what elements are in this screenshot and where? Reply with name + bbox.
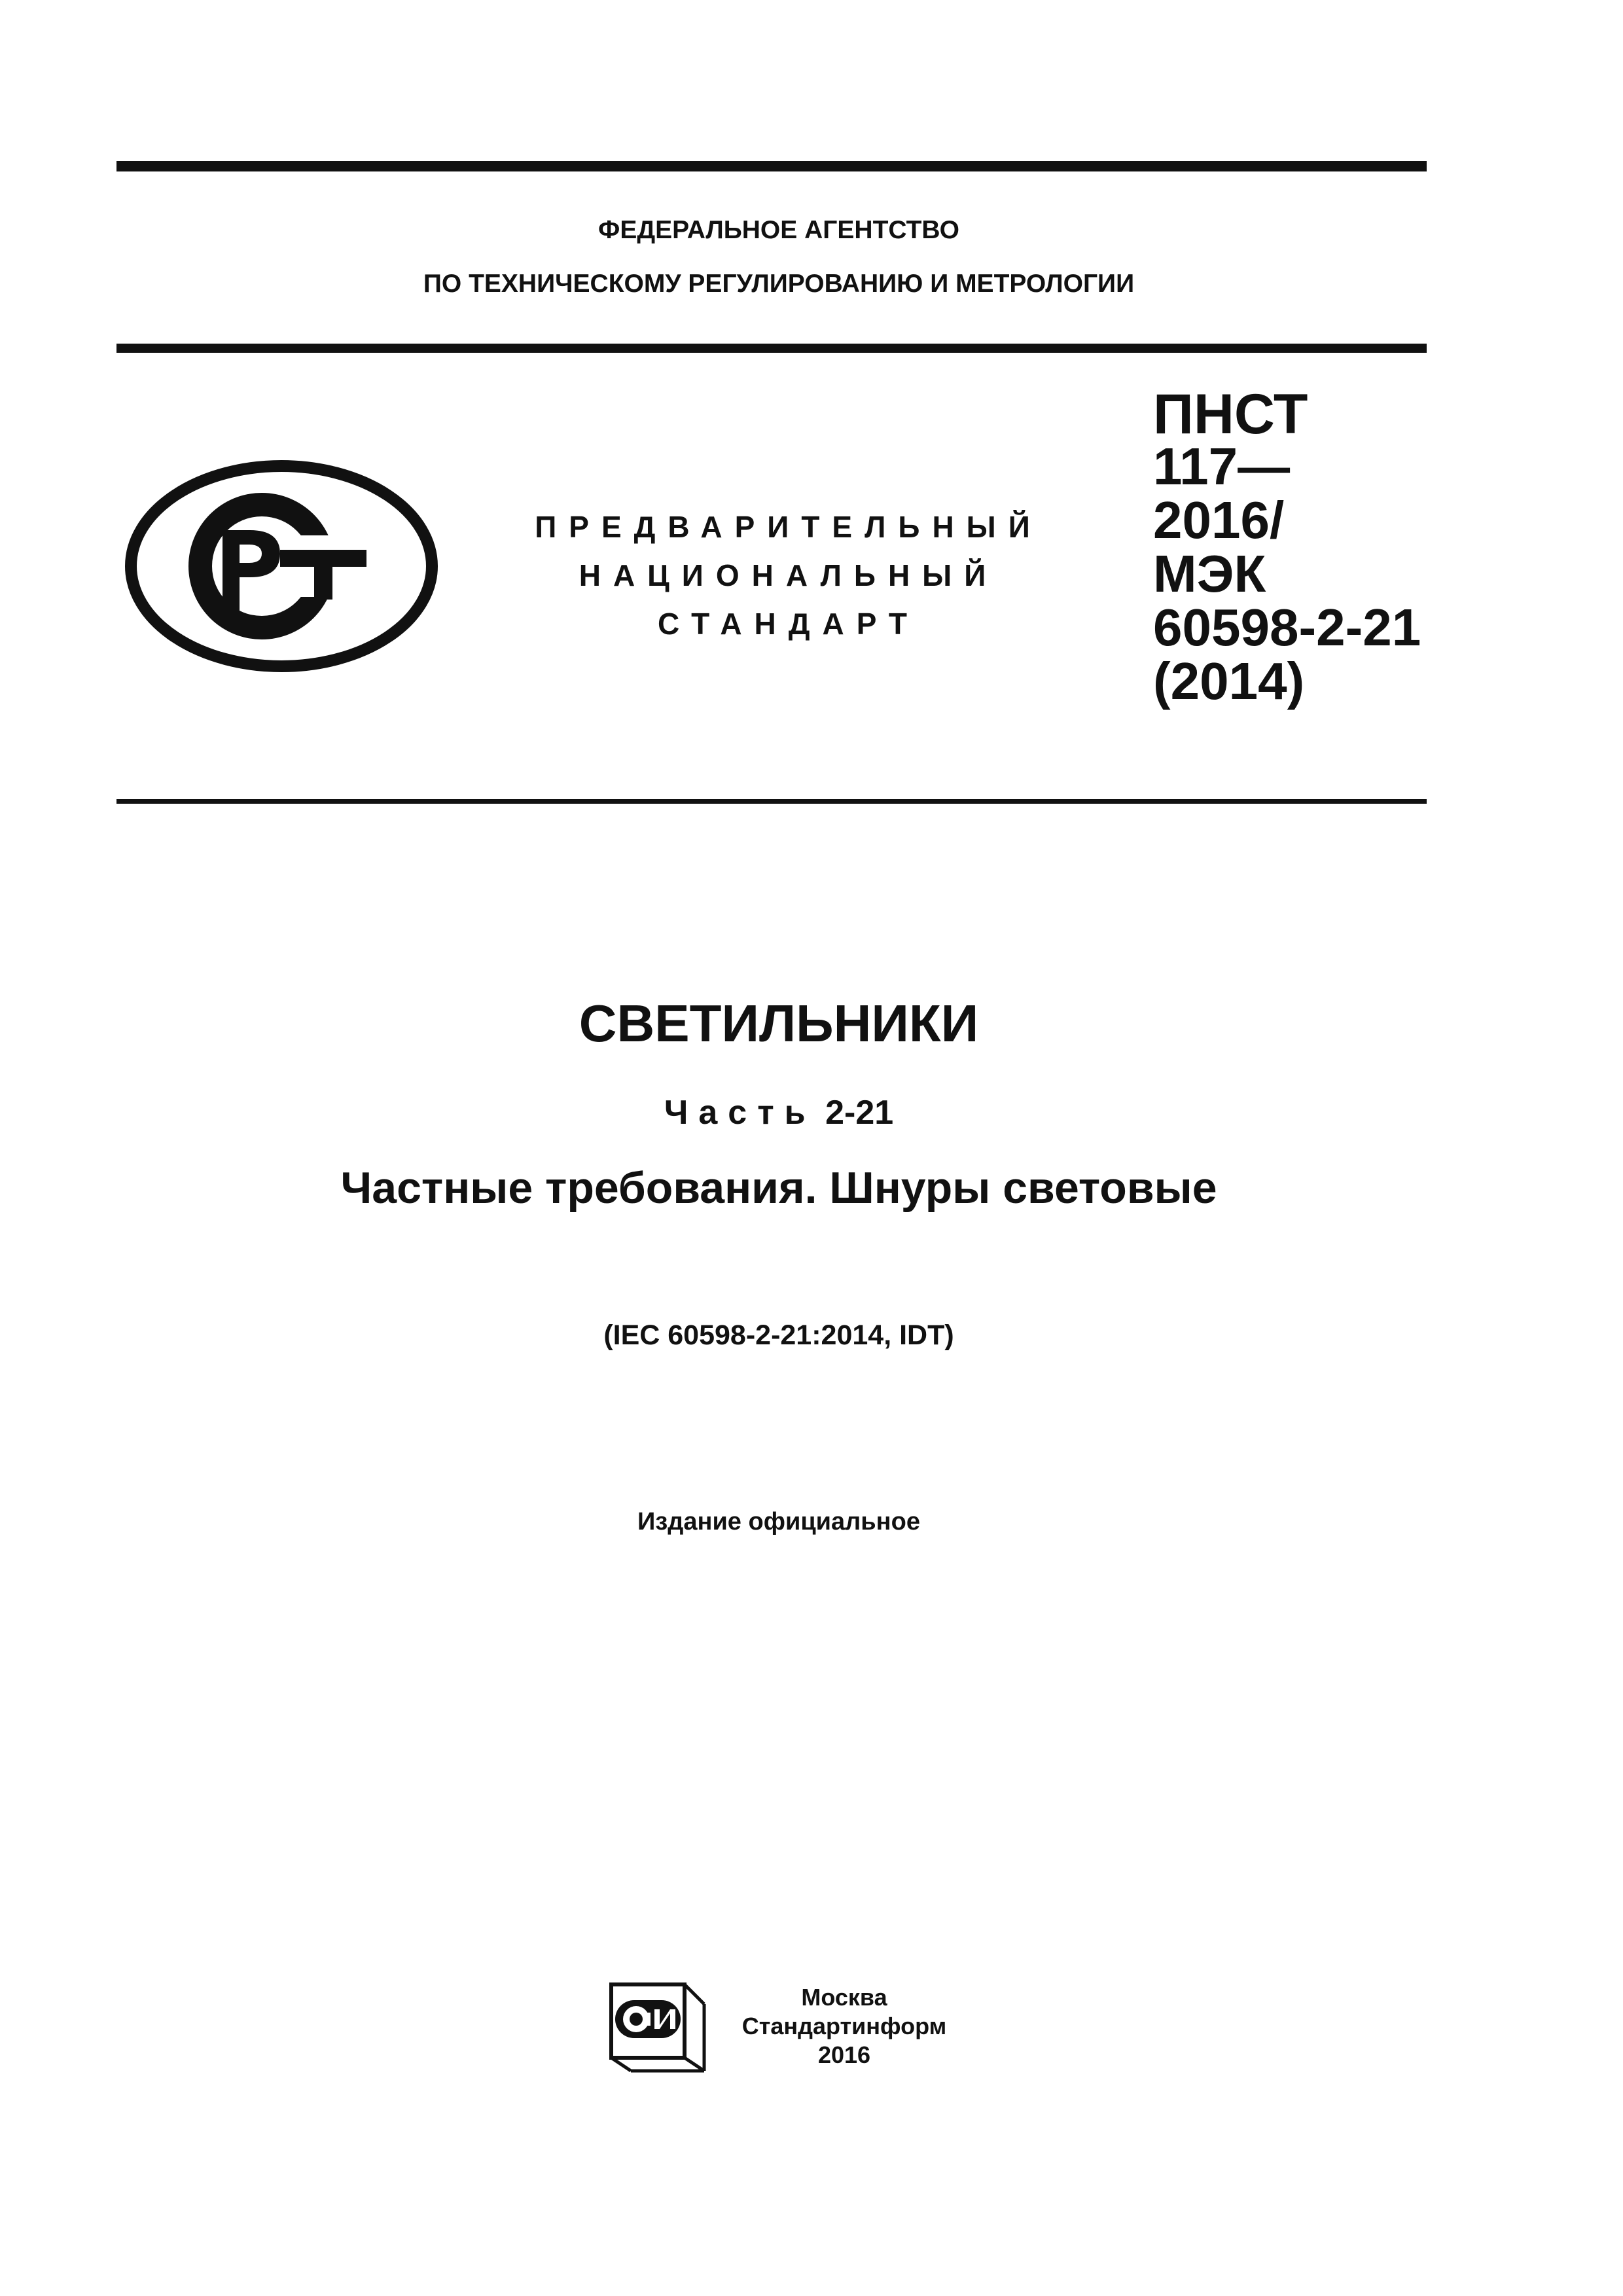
title-block-divider — [116, 799, 1427, 804]
designation-line: 60598-2-21 — [1153, 598, 1421, 656]
iec-reference: (IEC 60598-2-21:2014, IDT) — [603, 1319, 954, 1351]
part-word: Часть — [664, 1094, 816, 1132]
edition-note: Издание официальное — [637, 1508, 920, 1535]
imprint-year: 2016 — [817, 2041, 871, 2068]
designation-line: 2016/ — [1153, 491, 1285, 549]
standartinform-logo-icon — [609, 1982, 707, 2073]
standard-designation — [1153, 383, 1421, 710]
part-heading — [0, 1093, 1558, 1132]
document-title: СВЕТИЛЬНИКИ — [579, 994, 979, 1052]
standard-kind-line-1: ПРЕДВАРИТЕЛЬНЫЙ — [535, 510, 1043, 544]
document-subtitle: Частные требования. Шнуры световые — [340, 1163, 1217, 1213]
rst-emblem-icon — [124, 458, 438, 674]
header-divider — [116, 344, 1427, 353]
standard-kind-line-2: НАЦИОНАЛЬНЫЙ — [579, 558, 999, 592]
agency-name-line-1: ФЕДЕРАЛЬНОЕ АГЕНТСТВО — [598, 216, 959, 244]
designation-line: 117— — [1153, 437, 1291, 495]
standard-kind-line-3: СТАНДАРТ — [658, 607, 919, 641]
part-number: 2-21 — [825, 1094, 894, 1132]
top-divider — [116, 161, 1427, 171]
agency-name-line-2: ПО ТЕХНИЧЕСКОМУ РЕГУЛИРОВАНИЮ И МЕТРОЛОГИИ — [423, 270, 1135, 298]
imprint — [720, 1983, 969, 2070]
designation-line: МЭК — [1153, 545, 1266, 603]
designation-line: (2014) — [1153, 652, 1305, 710]
imprint-publisher: Стандартинформ — [741, 2012, 947, 2039]
designation-line: ПНСТ — [1153, 383, 1308, 446]
imprint-city: Москва — [801, 1984, 887, 2011]
